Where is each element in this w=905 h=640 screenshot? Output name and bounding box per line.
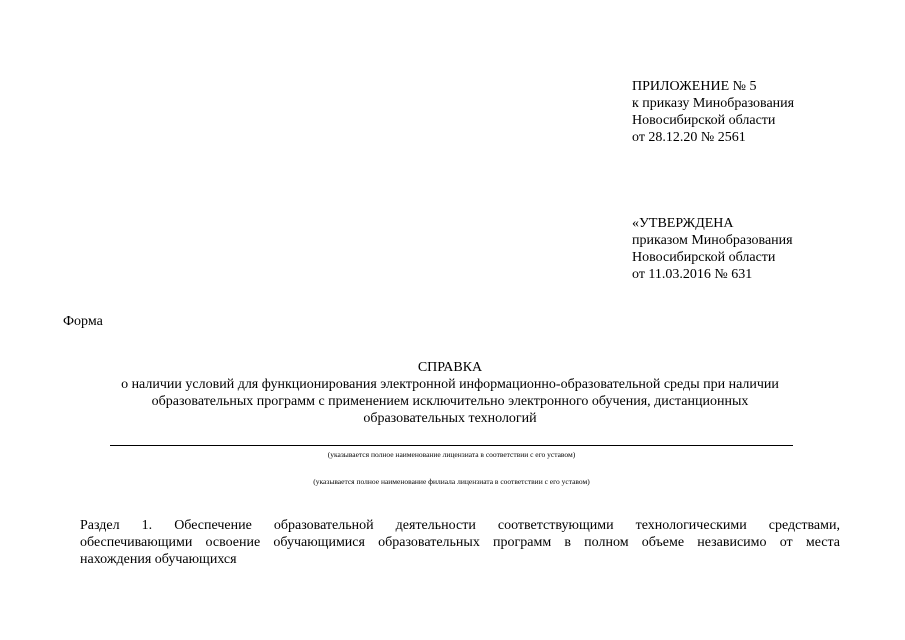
approval-date: от 11.03.2016 № 631 <box>632 267 753 282</box>
approval-heading: «УТВЕРЖДЕНА <box>632 216 734 231</box>
title-heading: СПРАВКА <box>417 360 483 375</box>
section-line-2: обеспечивающими освоение обучающимися образовательных программ в полном объеме независимо от места <box>80 535 840 550</box>
section-1-heading <box>80 517 840 568</box>
title-subtitle-line-2: образовательных программ с применением исключительно электронного обучения, дистанционных <box>151 394 749 409</box>
appendix-number: ПРИЛОЖЕНИЕ № 5 <box>632 79 757 94</box>
section-line-3: нахождения обучающихся <box>80 552 237 567</box>
approval-order-ref: приказом Минобразования <box>632 233 793 248</box>
form-label: Форма <box>63 314 103 329</box>
appendix-date: от 28.12.20 № 2561 <box>632 130 746 145</box>
licensee-caption: (указывается полное наименование лицензиата в соответствии с его уставом) <box>327 450 576 459</box>
approval-region: Новосибирской области <box>632 250 776 265</box>
appendix-header <box>632 78 794 146</box>
section-line-1: Раздел 1. Обеспечение образовательной деятельности соответствующими технологическими средствами, <box>80 518 840 533</box>
title-subtitle-line-1: о наличии условий для функционирования электронной информационно-образовательной среды при наличии <box>121 377 779 392</box>
appendix-region: Новосибирской области <box>632 113 776 128</box>
appendix-order-ref: к приказу Минобразования <box>632 96 795 111</box>
licensee-name-line <box>110 445 793 446</box>
title-subtitle-line-3: образовательных технологий <box>363 411 537 426</box>
approval-block <box>632 215 793 283</box>
branch-caption: (указывается полное наименование филиала лицензиата в соответствии с его уставом) <box>313 477 590 486</box>
document-title <box>90 359 810 427</box>
